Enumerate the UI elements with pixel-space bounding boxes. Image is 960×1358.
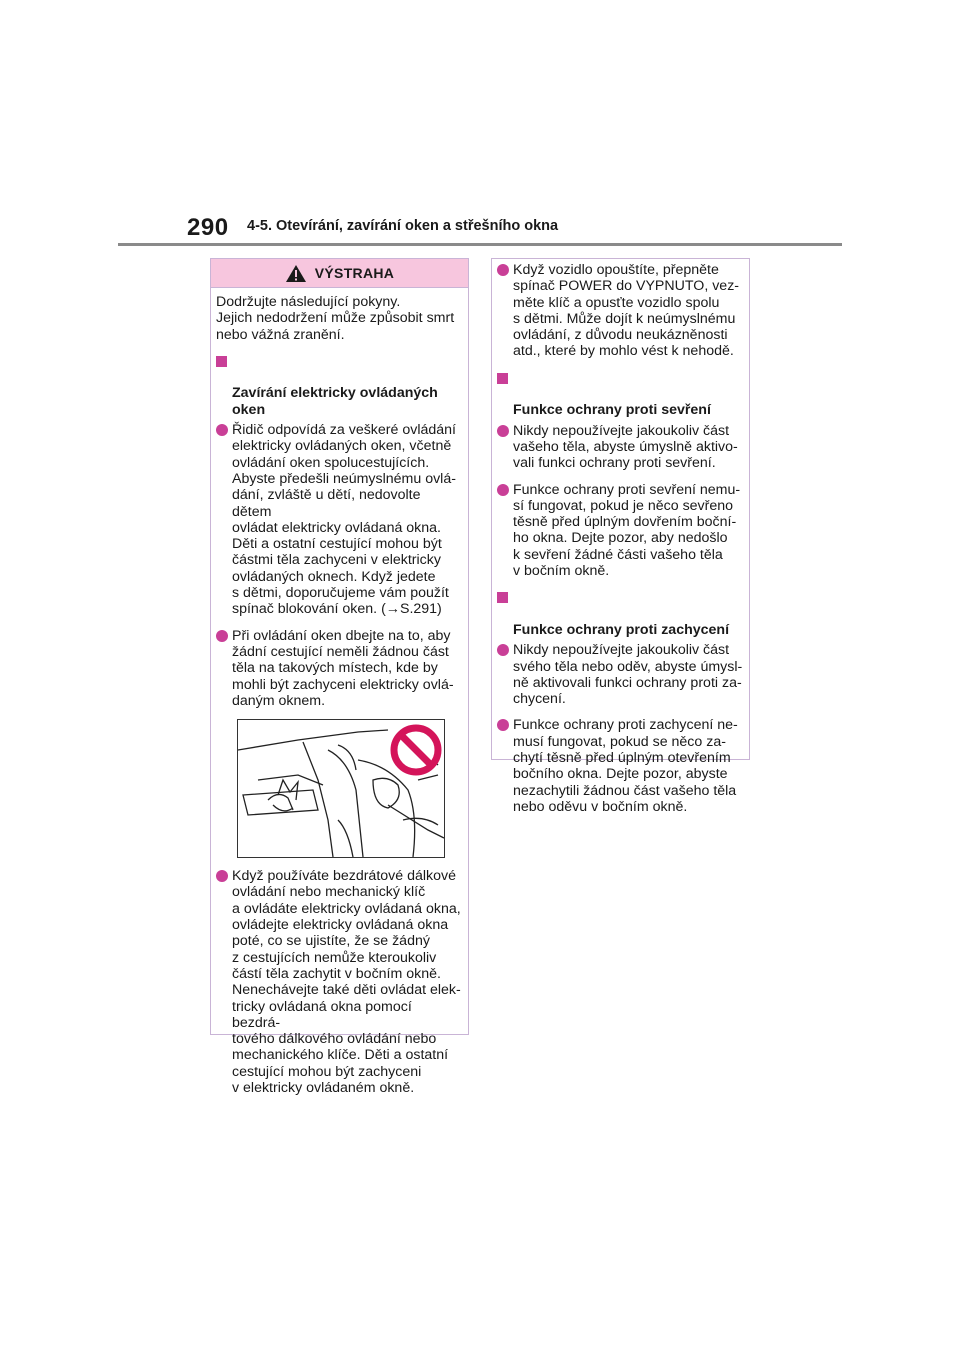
section-title: 4-5. Otevírání, zavírání oken a střešního okna — [247, 218, 559, 234]
warning-intro: Dodržujte následující pokyny. Jejich nedodržení může způsobit smrt nebo vážná zranění. — [216, 294, 455, 343]
square-bullet-icon — [497, 373, 508, 384]
list-item — [497, 262, 745, 360]
section-heading-pinch-protection — [497, 370, 745, 419]
list-item — [497, 482, 745, 580]
car-interior-illustration — [238, 720, 444, 857]
list-item — [497, 642, 745, 707]
header-divider — [118, 243, 842, 246]
bullet-dot-icon — [216, 870, 228, 882]
warning-header — [211, 259, 468, 288]
warning-box-left — [210, 258, 469, 1096]
list-item — [497, 717, 745, 815]
bullet-dot-icon — [497, 484, 509, 496]
square-bullet-icon — [216, 356, 227, 367]
list-item-text: Nikdy nepoužívejte jakoukoliv část vašeho těla, abyste úmyslně aktivo- vali funkci ochrany proti sevření. — [513, 422, 738, 472]
list-item-text: Při ovládání oken dbejte na to, aby žádní cestující neměli žádnou část těla na takových místech, kde by mohli být zachyceni elektricky ovlá- daným oknem. — [232, 627, 454, 709]
bullet-dot-icon — [497, 425, 509, 437]
list-item — [216, 628, 462, 709]
list-item-text: Řidič odpovídá za veškeré ovládání elektricky ovládaných oken, včetně ovládání oken spolucestujících. Abyste předešli neúmyslnému ovlá- dání, zvláště u dětí, nedovolte dětem ovládat elektricky ovládaná okna. Děti a ostatní cestující mohou být částmi těla zachyceni v elektricky ovládaných oknech. Když jedete s dětmi, doporučujeme vám použít spínač blokování oken. (→S.291) — [232, 422, 456, 618]
warning-box-right — [491, 258, 750, 815]
section-heading-text: Zavírání elektricky ovládaných oken — [232, 385, 438, 418]
list-item-text: Nikdy nepoužívejte jakoukoliv část svého těla nebo oděv, abyste úmysl- ně aktivovali funkci ochrany proti za- chycení. — [513, 642, 743, 708]
list-item — [497, 423, 745, 472]
list-item-text: Funkce ochrany proti zachycení ne- musí fungovat, pokud se něco za- chytí těsně před úplným otevřením bočního okna. Dejte pozor, abyste nezachytili žádnou část vašeho těla nebo oděvu v bočním okně. — [513, 717, 738, 815]
list-item-text: Když používáte bezdrátové dálkové ovládání nebo mechanický klíč a ovládáte elektricky ovládaná okna, ovládejte elektricky ovládaná okna poté, co se ujistíte, že se žádný z cestujících nemůže kteroukoliv částí těla zachytit v bočním okně. Nenechávejte také děti ovládat elek- tricky ovládaná okna pomocí bezdrá- tového dálkového ovládání nebo mechanického klíče. Děti a ostatní cestující mohou být zachyceni v elektricky ovládaném okně. — [232, 868, 461, 1096]
square-bullet-icon — [497, 592, 508, 603]
bullet-dot-icon — [497, 719, 509, 731]
bullet-dot-icon — [497, 644, 509, 656]
list-item — [216, 422, 462, 618]
section-heading-closing-windows — [216, 353, 462, 418]
list-item-text: Funkce ochrany proti sevření nemu- sí fungovat, pokud je něco sevřeno těsně před úplným dovřením boční- ho okna. Dejte pozor, aby nedošlo k sevření žádné části vašeho těla v bočním okně. — [513, 481, 741, 580]
list-item-text: Když vozidlo opouštíte, přepněte spínač POWER do VYPNUTO, vez- měte klíč a opusťte vozidlo spolu s dětmi. Může dojít k neúmyslnému ovládání, z důvodu neukázněnosti atd., které by mohlo vést k nehodě. — [513, 262, 740, 360]
warning-title: VÝSTRAHA — [314, 264, 395, 281]
section-heading-text: Funkce ochrany proti zachycení — [513, 621, 730, 638]
section-heading-jam-protection — [497, 589, 745, 638]
bullet-dot-icon — [216, 630, 228, 642]
list-item — [216, 868, 462, 1096]
section-heading-text: Funkce ochrany proti sevření — [513, 402, 711, 419]
illustration-hand-in-window — [237, 719, 445, 858]
page-number: 290 — [187, 214, 229, 241]
warning-triangle-icon — [285, 264, 307, 283]
bullet-dot-icon — [216, 424, 228, 436]
bullet-dot-icon — [497, 264, 509, 276]
